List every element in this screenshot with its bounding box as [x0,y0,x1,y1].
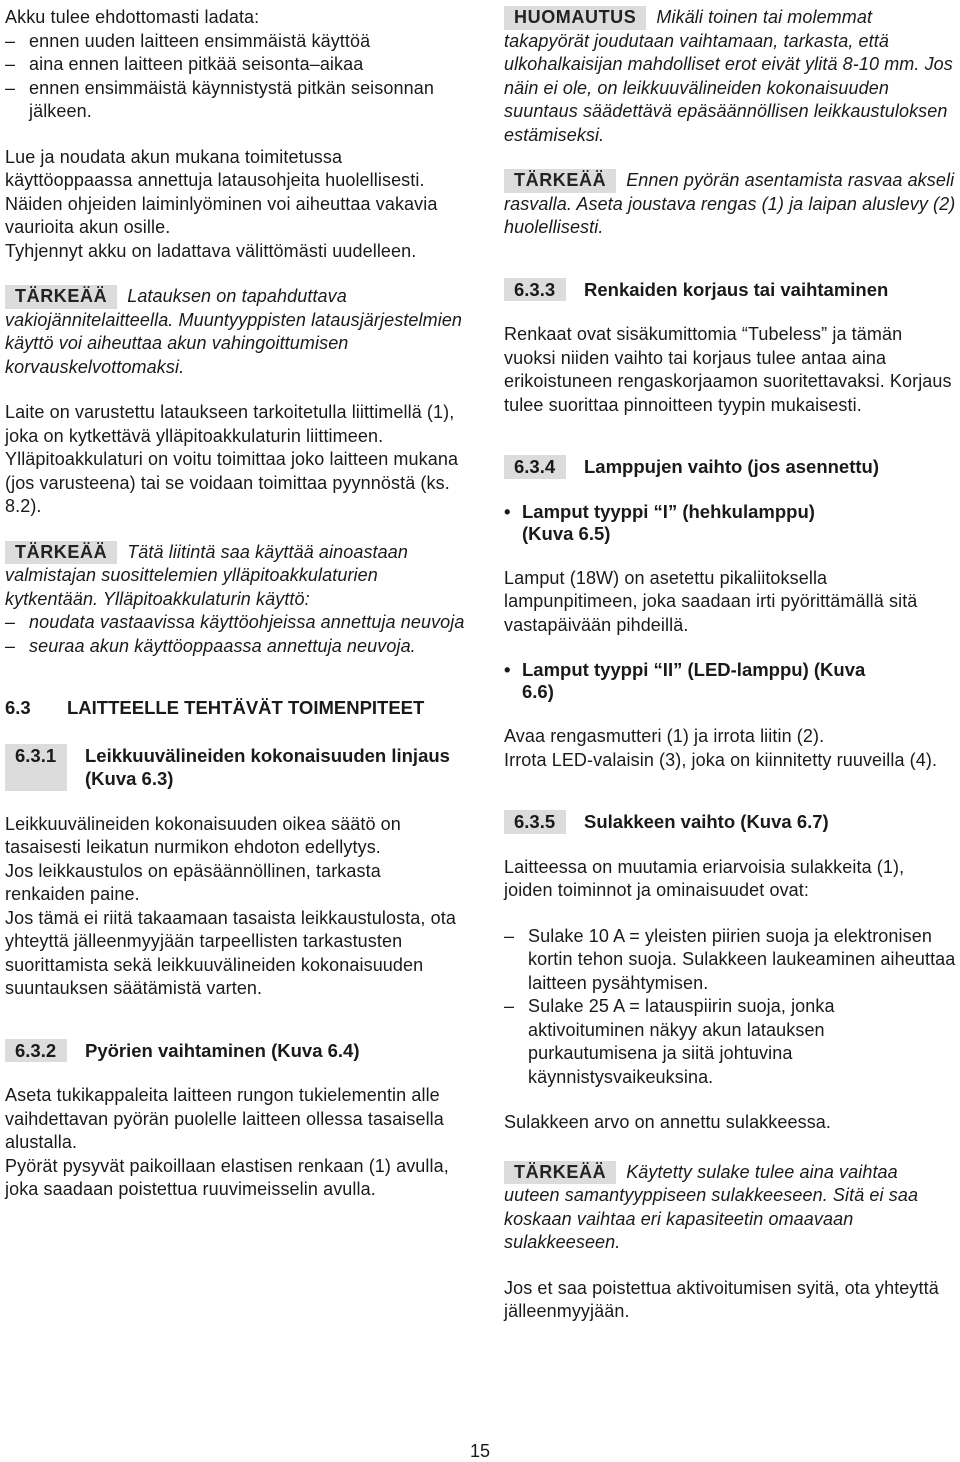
lamp-type-2-text: Irrota LED-valaisin (3), joka on kiinnitetty ruuveilla (4). [504,749,938,770]
page-number: 15 [469,1441,491,1461]
important-note-charging: TÄRKEÄÄ Latauksen on tapahduttava vakiojännitelaitteella. Muuntyyppisten latausjärjestelmien käyttö voi aiheuttaa akun vahingoittumisen korvauskelvottomaksi. [5,286,463,377]
connector-item: – seuraa akun käyttöoppaassa annettuja neuvoja. [5,635,416,656]
lamp-type-1-text: Lamput (18W) on asetettu pikaliitoksella lampunpitimeen, joka saadaan irti pyörittämällä sitä vastapäivään pihdeillä. [504,567,918,635]
charge-intro: Akku tulee ehdottomasti ladata: [5,7,260,27]
remark-note-wheels: HUOMAUTUS Mikäli toinen tai molemmat takapyörät joudutaan vaihtamaan, tarkasta, että ulkohalkaisijan mahdolliset erot eivät ylitä 8-10 mm. Jos näin ei ole, on leikkuuvälineiden kokonaisuuden suuntaus säädettävä epäsäännöllisen leikkaustuloksen estämiseksi. [504,7,953,145]
important-tag: TÄRKEÄÄ [504,1161,616,1185]
important-tag: TÄRKEÄÄ [504,169,616,193]
wheel-paragraph: Aseta tukikappaleita laitteen rungon tukielementin alle vaihdettavan pyörän puolelle laitteen ollessa tasaisella alustalla. [5,1085,444,1152]
important-note-fuse: TÄRKEÄÄ Käytetty sulake tulee aina vaihtaa uuteen samantyyppiseen sulakkeeseen. Sitä ei saa koskaan vaihtaa eri kapasiteetin omaavaan sulakkeeseen. [504,1161,919,1252]
section-6-3-3-heading: 6.3.3 Renkaiden korjaus tai vaihtaminen [504,278,956,302]
alignment-paragraph: Leikkuuvälineiden kokonaisuuden oikea säätö on tasaisesti leikatun nurmikon ehdoton edellytys. [5,813,401,857]
tyre-paragraph: Renkaat ovat sisäkumittomia “Tubeless” ja tämän vuoksi niiden vaihto tai korjaus tulee antaa aina erikoistuneen rengaskorjaamon suoritettavaksi. Korjaus tulee suorittaa pinnoitteen tyypin mukaisesti. [504,324,952,415]
closing-text: Jos et saa poistettua aktivoitumisen syitä, ota yhteyttä jälleenmyyjään. [504,1277,939,1321]
lamp-type-2-text: Avaa rengasmutteri (1) ja irrota liitin (2). [504,726,825,746]
fuse-value-text: Sulakkeen arvo on annettu sulakkeessa. [504,1112,832,1132]
section-6-3-5-heading: 6.3.5 Sulakkeen vaihto (Kuva 6.7) [504,810,956,834]
important-note-connector: TÄRKEÄÄ Tätä liitintä saa käyttää ainoastaan valmistajan suosittelemien ylläpitoakkulaturien kytkentään. Ylläpitoakkulaturin käyttö: [5,541,408,609]
recharge-note: Tyhjennyt akku on ladattava välittömästi uudelleen. [5,240,417,261]
fuse-item: – Sulake 25 A = latauspiirin suoja, jonka aktivoituminen näkyy akun latauksen purkautumisena ja siitä johtuvina käynnistysvaikeuksina. [504,996,835,1087]
section-6-3-4-heading: 6.3.4 Lamppujen vaihto (jos asennettu) [504,455,956,479]
right-column [504,6,956,1324]
charge-item: – ennen ensimmäistä käynnistystä pitkän seisonnan jälkeen. [5,77,434,121]
charge-item: – aina ennen laitteen pitkää seisonta–aikaa [5,54,364,74]
fuse-item: – Sulake 10 A = yleisten piirien suoja ja elektronisen kortin tehon suoja. Sulakkeen laukeaminen aiheuttaa laitteen pysähtymisen. [504,925,956,993]
manual-warning: Näiden ohjeiden laiminlyöminen voi aiheuttaa vakavia vaurioita akun osille. [5,193,438,237]
charge-item: – ennen uuden laitteen ensimmäistä käyttöä [5,30,371,51]
connector-item: – noudata vastaavissa käyttöohjeissa annettuja neuvoja [5,612,465,632]
important-tag: TÄRKEÄÄ [5,285,117,309]
left-column [5,6,465,1202]
remark-tag: HUOMAUTUS [504,6,646,30]
important-tag: TÄRKEÄÄ [5,541,117,565]
connector-paragraph: Laite on varustettu lataukseen tarkoitetulla liittimellä (1), joka on kytkettävä ylläpitoakkulaturin liittimeen. Ylläpitoakkulaturi on voitu toimittaa joko laitteen mukana (jos varusteena) tai se voidaan toimittaa pyynnöstä (ks. 8.2). [5,402,459,516]
lamp-type-2-heading: • Lamput tyyppi “II” (LED-lamppu) (Kuva 6.6) [504,659,866,702]
lamp-type-1-heading: • Lamput tyyppi “I” (hehkulamppu) (Kuva 6.5) [504,500,815,544]
alignment-paragraph: Jos leikkaustulos on epäsäännöllinen, tarkasta renkaiden paine. [5,860,381,904]
section-6-3-1-heading: 6.3.1 Leikkuuvälineiden kokonaisuuden linjaus (Kuva 6.3) [5,744,465,791]
section-6-3-2-heading: 6.3.2 Pyörien vaihtaminen (Kuva 6.4) [5,1039,465,1063]
fuse-intro: Laitteessa on muutamia eriarvoisia sulakkeita (1), joiden toiminnot ja ominaisuudet ovat: [504,856,905,900]
important-note-axle: TÄRKEÄÄ Ennen pyörän asentamista rasvaa akseli rasvalla. Aseta joustava rengas (1) ja laipan aluslevy (2) huolellisesti. [504,170,956,237]
manual-instruction: Lue ja noudata akun mukana toimitetussa käyttöoppaassa annettuja latausohjeita huolellisesti. [5,146,425,190]
wheel-paragraph: Pyörät pysyvät paikoillaan elastisen renkaan (1) avulla, joka saadaan poistettua ruuvimeisselin avulla. [5,1155,449,1199]
section-6-3-heading: 6.3 LAITTEELLE TEHTÄVÄT TOIMENPITEET [5,697,425,718]
alignment-paragraph: Jos tämä ei riitä takaamaan tasaista leikkaustulosta, ota yhteyttä jälleenmyyjään tarpeellisten tarkastusten suorittamista sekä leikkuuvälineiden kokonaisuuden suuntauksen säätämistä varten. [5,907,456,998]
